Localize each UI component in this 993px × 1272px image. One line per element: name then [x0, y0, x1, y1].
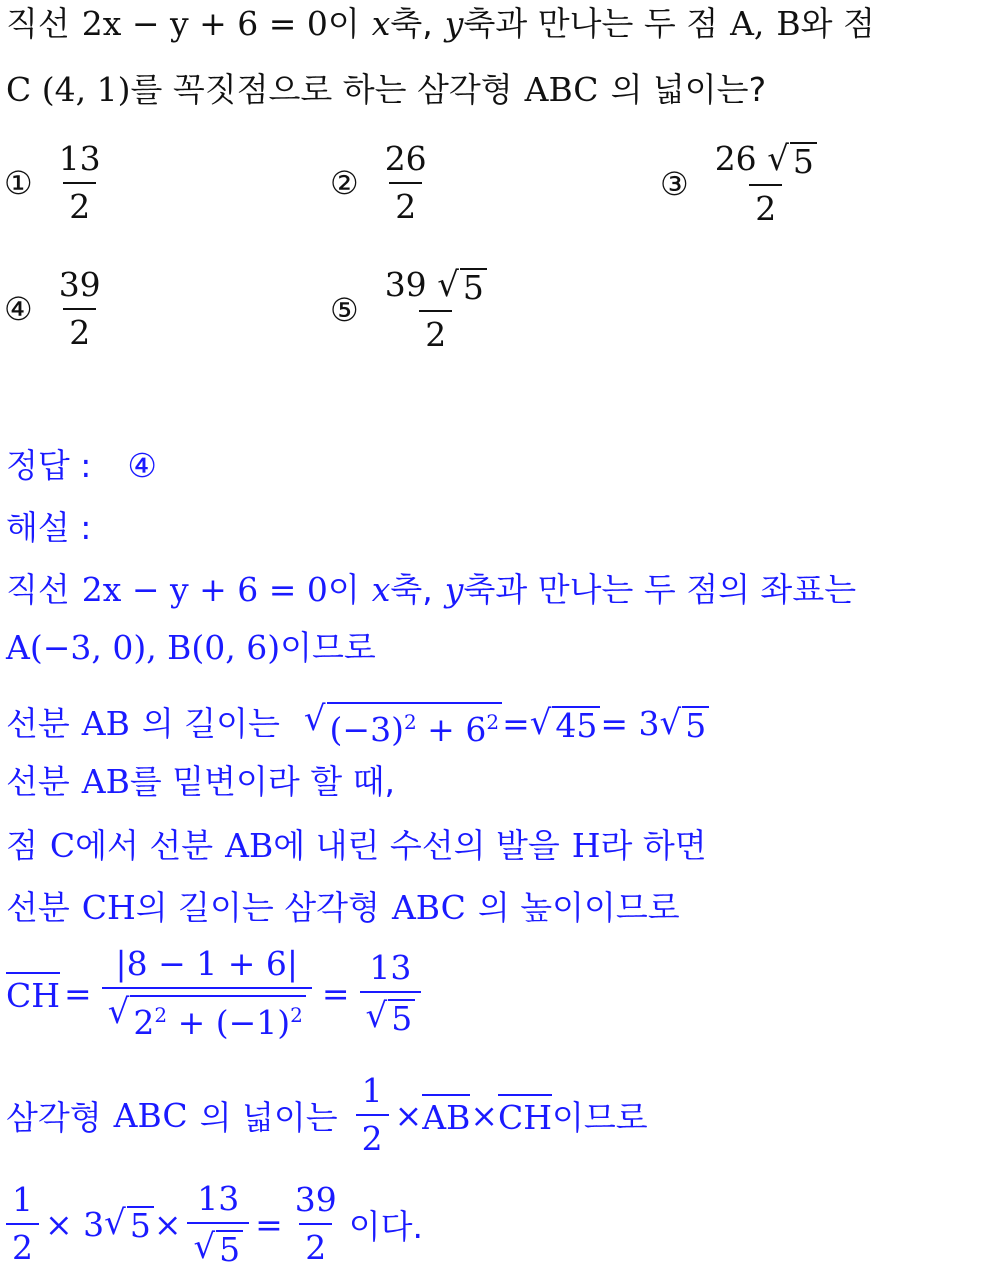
text: 에 내린 수선의 발을	[273, 826, 560, 865]
segment-ab: AB	[81, 762, 130, 801]
coef: 39	[384, 265, 427, 304]
segment-ab: AB	[81, 704, 130, 743]
triangle-abc: ABC	[524, 70, 599, 109]
sqrt	[767, 140, 817, 180]
text: 의 넓이는?	[610, 70, 767, 109]
exponent: 2	[154, 1003, 168, 1027]
point-a: A,	[730, 4, 765, 43]
fraction	[709, 140, 823, 228]
choice-2[interactable]	[330, 140, 439, 226]
radicand: 5	[460, 268, 487, 306]
radicand: 5	[682, 706, 709, 744]
text: 이므로	[552, 1097, 648, 1137]
text: 와 점	[800, 4, 875, 43]
answer-label: 정답 :	[6, 446, 92, 485]
text: 의 넓이는	[199, 1097, 338, 1137]
solution-line-9	[6, 1180, 423, 1268]
text: 축과 만나는 두 점	[463, 4, 719, 43]
solution-label	[6, 508, 91, 548]
sqrt	[660, 704, 710, 744]
radicand: 5	[388, 999, 415, 1037]
choice-mark: ②	[330, 164, 359, 202]
triangle-abc: ABC	[391, 888, 466, 927]
segment-ch: CH	[81, 888, 136, 927]
text: 축과 만나는 두 점의 좌표는	[463, 570, 857, 609]
point-b: B	[776, 4, 801, 43]
denominator: 2	[63, 308, 96, 352]
text: 에서 선분	[75, 826, 214, 865]
radicand: 45	[552, 706, 600, 744]
exponent: 2	[290, 1003, 303, 1027]
text: 의 길이는	[141, 704, 280, 743]
radicand	[130, 995, 306, 1041]
fraction	[102, 945, 312, 1041]
radical-sign: √	[529, 703, 552, 743]
choice-mark: ⑤	[330, 291, 359, 329]
point-h: H	[571, 826, 601, 865]
denominator: 2	[6, 1223, 39, 1267]
term: + (−1)	[167, 1003, 291, 1042]
numerator: 13	[58, 139, 101, 178]
radical-sign: √	[104, 1203, 126, 1243]
numerator	[709, 140, 823, 184]
exponent: 2	[403, 710, 417, 734]
segment-ch: CH	[498, 1094, 552, 1137]
fraction	[356, 1072, 389, 1158]
var-y: y	[444, 570, 464, 609]
equals: =	[255, 1204, 283, 1244]
times: ×	[153, 1204, 182, 1244]
choice-4[interactable]	[4, 266, 113, 352]
numerator: |8 − 1 + 6|	[115, 944, 299, 983]
numerator: 26	[384, 139, 427, 178]
fraction	[53, 140, 107, 226]
point-c: C	[49, 826, 76, 865]
sqrt	[193, 1228, 243, 1268]
solution-line-2	[6, 628, 376, 668]
choice-mark: ③	[660, 165, 689, 203]
denominator: 2	[356, 1114, 389, 1158]
text: 선분	[6, 888, 70, 927]
choice-3[interactable]	[660, 140, 829, 228]
fraction	[379, 140, 433, 226]
triangle-abc: ABC	[113, 1095, 188, 1135]
segment-ch: CH	[6, 972, 60, 1015]
choice-mark: ④	[4, 290, 33, 328]
points: A(−3, 0), B(0, 6)	[6, 628, 281, 667]
term: (−3)	[329, 710, 404, 749]
equation: 2x − y + 6 = 0	[81, 4, 328, 43]
denominator: 2	[299, 1223, 332, 1267]
fraction	[187, 1180, 249, 1268]
numerator: 13	[197, 1179, 240, 1218]
solution-line-3	[6, 700, 709, 748]
equals: =	[502, 704, 530, 743]
numerator: 39	[58, 265, 101, 304]
question-line-1	[6, 4, 875, 44]
denominator	[360, 991, 422, 1037]
solution-line-7	[6, 945, 427, 1041]
equals: =	[64, 973, 92, 1013]
radical-sign: √	[659, 703, 682, 743]
coef: 26	[714, 139, 757, 178]
times: ×	[470, 1095, 499, 1135]
sqrt	[366, 997, 416, 1037]
text: 의 높이이므로	[477, 888, 680, 927]
var-x: x	[371, 4, 391, 43]
solution-line-4	[6, 762, 395, 802]
text: 선분	[6, 762, 70, 801]
radicand	[327, 702, 503, 748]
text: 이므로	[280, 628, 376, 667]
radical-sign: √	[437, 265, 459, 305]
solution-line-1	[6, 570, 856, 610]
solution-line-5	[6, 826, 707, 866]
radical-sign: √	[767, 139, 789, 179]
text: 를 꼭짓점으로 하는 삼각형	[130, 70, 513, 109]
equals: = 3	[600, 704, 660, 743]
point-c: C (4, 1)	[6, 70, 131, 109]
solution-line-6	[6, 888, 680, 928]
fraction	[6, 1181, 39, 1267]
text: 해설 :	[6, 508, 92, 547]
term: × 3	[45, 1204, 105, 1244]
sqrt	[108, 993, 306, 1041]
numerator: 39	[294, 1180, 337, 1219]
radicand: 5	[216, 1230, 243, 1268]
equals: =	[321, 973, 350, 1013]
text: 축,	[390, 4, 433, 43]
numerator: 1	[12, 1180, 33, 1219]
exponent: 2	[486, 710, 500, 734]
term: 2	[133, 1003, 155, 1042]
radical-sign: √	[107, 992, 130, 1032]
choice-1[interactable]	[4, 140, 113, 226]
segment-ab: AB	[225, 826, 274, 865]
denominator: 2	[749, 184, 782, 228]
text: 의 길이는 삼각형	[135, 888, 380, 927]
sqrt	[437, 266, 487, 306]
numerator: 13	[369, 948, 412, 987]
text: 라 하면	[600, 826, 707, 865]
denominator: 2	[419, 310, 452, 354]
times: ×	[394, 1095, 423, 1135]
text: 이다.	[348, 1206, 424, 1246]
text: 이	[327, 570, 360, 609]
denominator: 2	[63, 182, 96, 226]
choice-5[interactable]	[330, 266, 499, 354]
text: 선분	[6, 704, 70, 743]
text: 축,	[390, 570, 433, 609]
fraction	[379, 266, 493, 354]
sqrt	[530, 704, 601, 744]
sqrt	[304, 700, 502, 748]
text: 직선	[6, 4, 70, 43]
var-x: x	[371, 570, 391, 609]
term: + 6	[416, 710, 487, 749]
radical-sign: √	[193, 1227, 216, 1267]
answer-line	[6, 446, 157, 486]
text: 이	[327, 4, 360, 43]
choice-mark: ①	[4, 164, 33, 202]
radical-sign: √	[303, 699, 326, 739]
denominator	[187, 1222, 249, 1268]
equation: 2x − y + 6 = 0	[81, 570, 328, 609]
text: 점	[6, 826, 38, 865]
fraction	[360, 949, 422, 1037]
radical-sign: √	[365, 996, 388, 1036]
denominator: 2	[389, 182, 422, 226]
text: 를 밑변이라 할 때,	[129, 762, 395, 801]
segment-ab: AB	[422, 1094, 470, 1137]
numerator: 1	[361, 1071, 383, 1110]
radicand: 5	[127, 1206, 154, 1244]
question-line-2	[6, 70, 766, 110]
radicand: 5	[790, 142, 817, 180]
sqrt	[104, 1204, 154, 1244]
var-y: y	[444, 4, 464, 43]
text: 직선	[6, 570, 70, 609]
fraction	[53, 266, 107, 352]
fraction	[289, 1181, 343, 1267]
solution-line-8	[6, 1072, 648, 1158]
answer-value: ④	[127, 446, 157, 485]
text: 삼각형	[6, 1097, 102, 1137]
denominator	[102, 987, 312, 1041]
numerator	[379, 266, 493, 310]
